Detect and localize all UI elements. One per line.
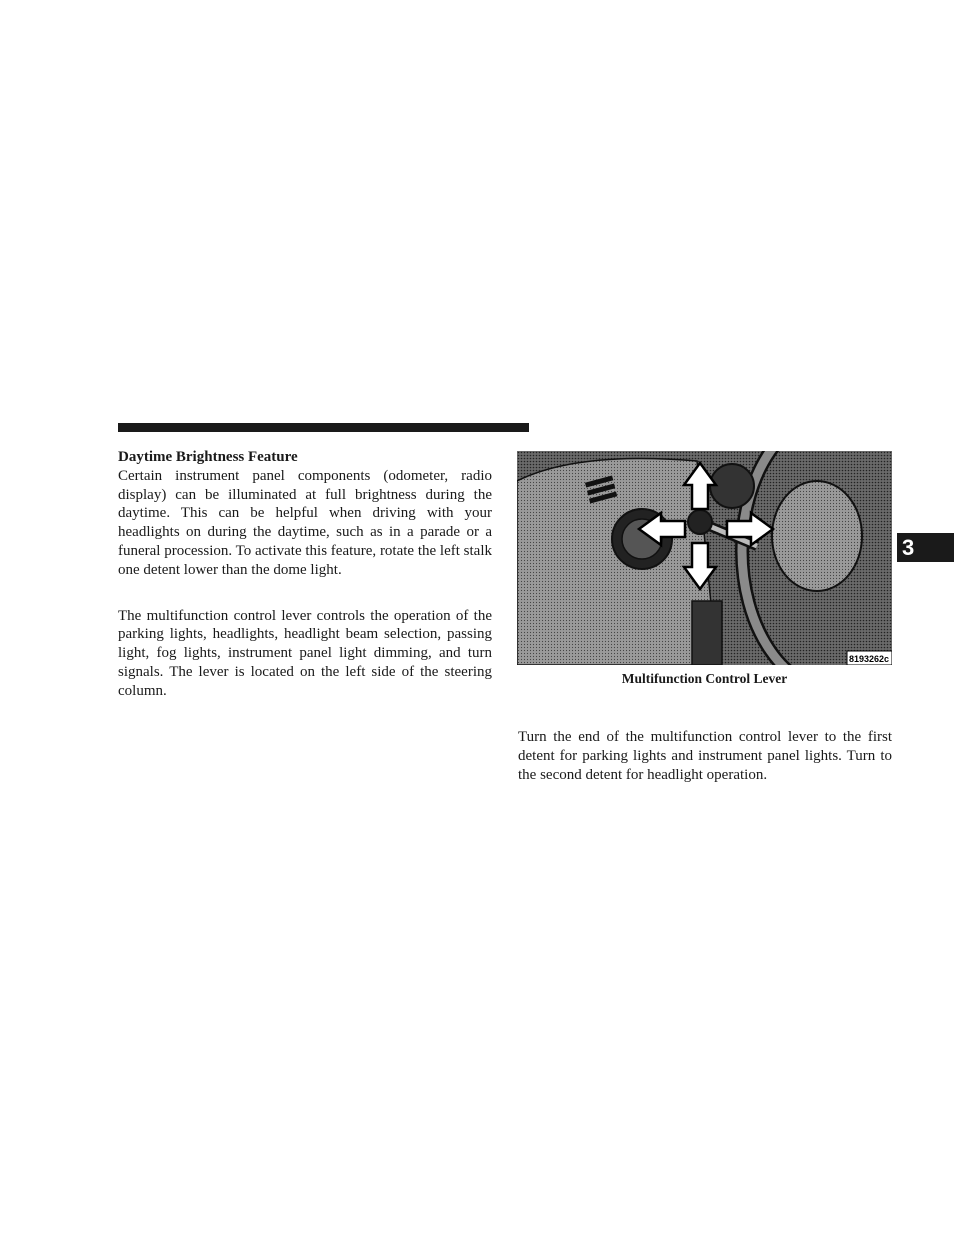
multifunction-lever-illustration bbox=[517, 451, 892, 665]
image-code-label: 8193262c bbox=[848, 654, 890, 664]
section-rule bbox=[118, 423, 529, 432]
body-paragraph: Certain instrument panel components (odometer, radio display) can be illuminated at full brightness during the daytime. This can be helpful when driving with your headlights on during the daytime, such as in a parade or a funeral procession. To activate this feature, rotate the left stalk one detent lower than the dome light. bbox=[118, 467, 492, 578]
left-column bbox=[118, 448, 492, 701]
section-heading: Daytime Brightness Feature bbox=[118, 449, 298, 465]
body-paragraph: The multifunction control lever controls the operation of the parking lights, headlights, headlight beam selection, passing light, fog lights, instrument panel light dimming, and turn signals. The lever is located on the left side of the steering column. bbox=[118, 607, 492, 699]
figure-caption: Multifunction Control Lever bbox=[621, 671, 788, 686]
body-paragraph: Turn the end of the multifunction control lever to the first detent for parking lights and instrument panel lights. Turn to the second detent for headlight operation. bbox=[518, 729, 892, 783]
chapter-tab: 3 bbox=[897, 533, 954, 562]
right-column bbox=[518, 728, 892, 784]
